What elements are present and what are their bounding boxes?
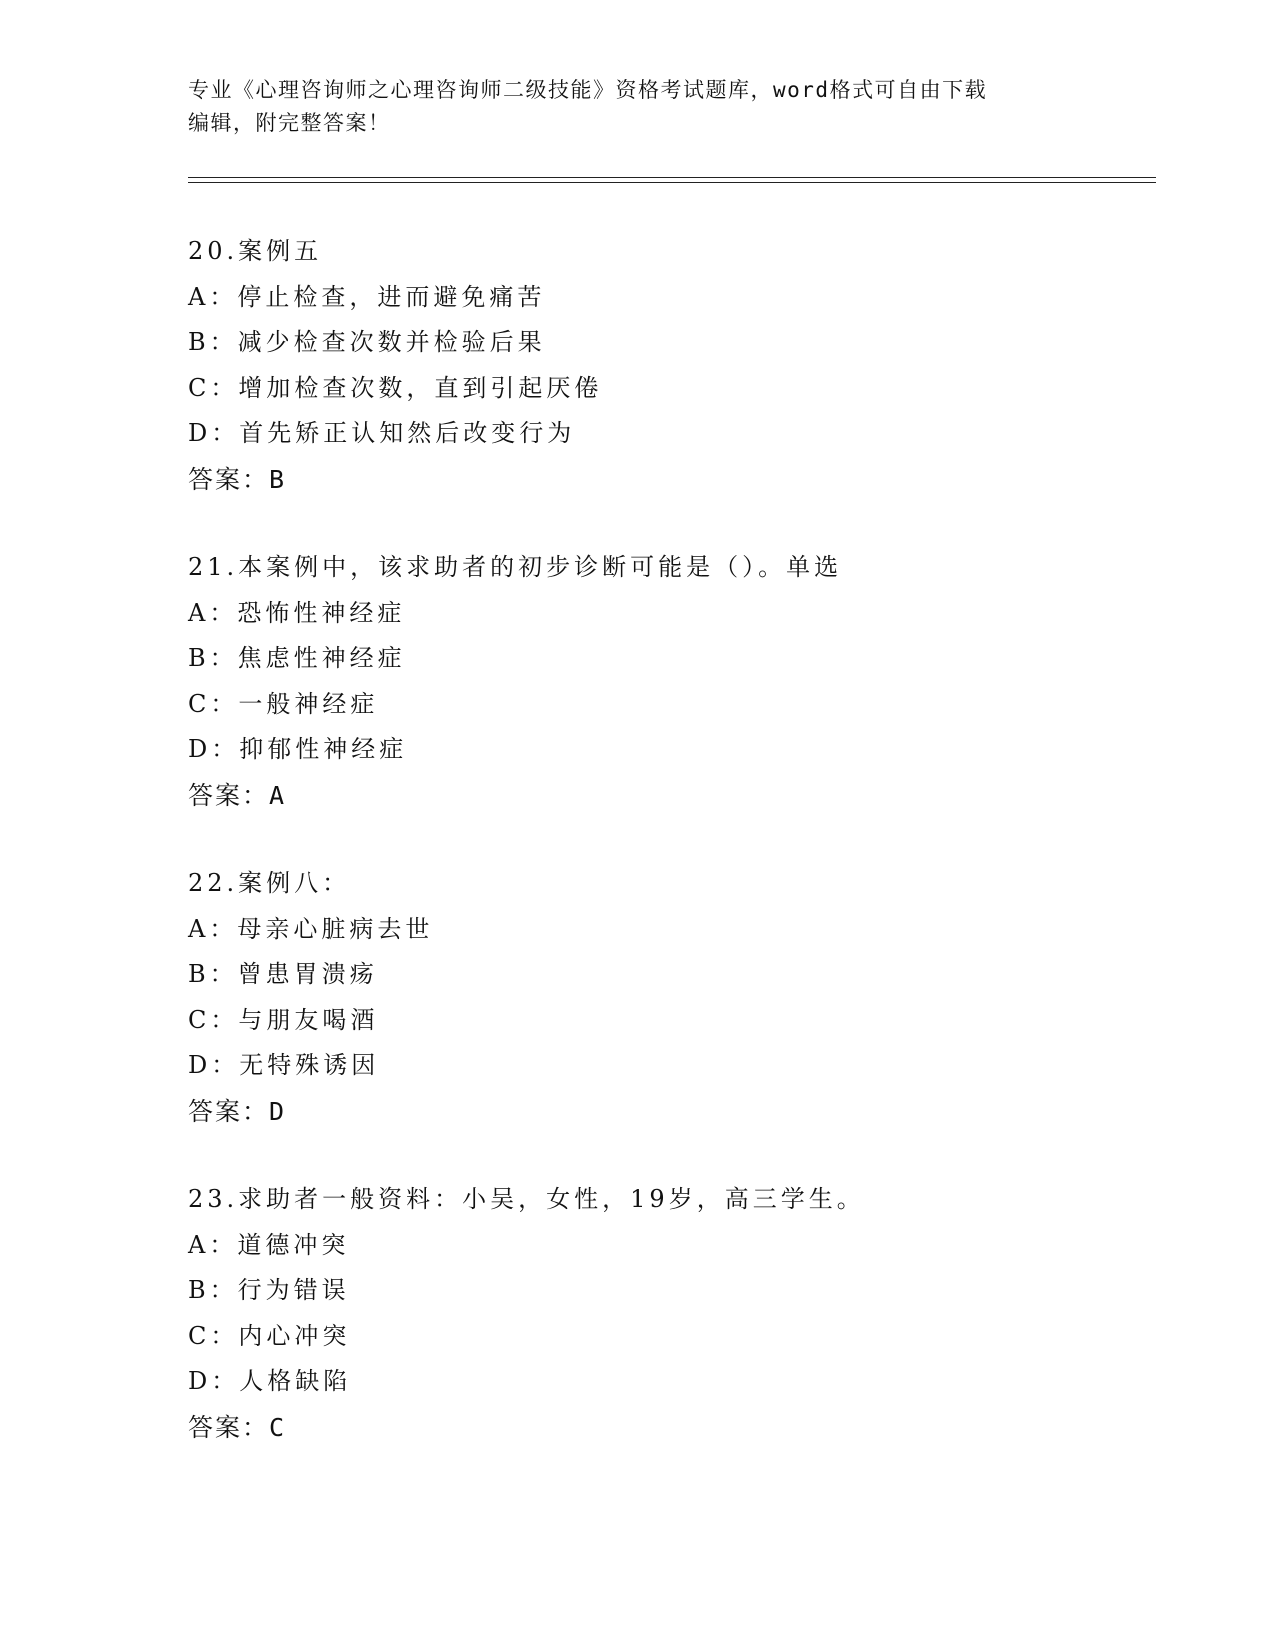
option-b: B：焦虑性神经症 [188,644,406,672]
answer-line [188,773,842,819]
question-stem: 22.案例八： [188,869,351,897]
answer-line [188,1089,433,1135]
question-stem: 23.求助者一般资料：小吴，女性，19岁，高三学生。 [188,1185,865,1213]
option-a: A：道德冲突 [188,1230,350,1259]
header-line-2: 编辑，附完整答案！ [188,111,391,135]
answer-value: D [269,1096,285,1126]
question-22 [188,861,433,1134]
answer-line [188,457,602,503]
answer-line [188,1405,865,1451]
answer-label: 答案： [188,464,270,494]
option-b: B：曾患胃溃疡 [188,960,378,988]
header-divider-bottom [188,182,1156,183]
answer-value: A [269,780,285,810]
option-d: D：抑郁性神经症 [188,735,408,763]
option-d: D：无特殊诱因 [188,1051,380,1079]
answer-label: 答案： [188,780,270,810]
answer-label: 答案： [188,1412,270,1442]
document-header [188,74,1088,140]
option-c: C：增加检查次数，直到引起厌倦 [188,373,603,402]
option-c: C：与朋友喝酒 [188,1005,379,1034]
option-d: D：人格缺陷 [188,1367,352,1395]
question-20 [188,229,602,502]
option-c: C：一般神经症 [188,689,379,718]
answer-value: C [269,1412,285,1442]
header-divider-top [188,177,1156,178]
option-a: A：母亲心脏病去世 [188,914,434,943]
answer-value: B [269,464,285,494]
question-stem: 20.案例五 [188,237,323,265]
option-d: D：首先矫正认知然后改变行为 [188,419,576,447]
answer-label: 答案： [188,1096,270,1126]
option-a: A：恐怖性神经症 [188,598,406,627]
question-21 [188,545,842,818]
option-a: A：停止检查，进而避免痛苦 [188,282,546,311]
option-b: B：行为错误 [188,1276,350,1304]
question-stem: 21.本案例中，该求助者的初步诊断可能是（）。单选 [188,553,843,581]
header-line-1: 专业《心理咨询师之心理咨询师二级技能》资格考试题库，word格式可自由下载 [188,78,988,102]
question-23 [188,1177,865,1450]
option-b: B：减少检查次数并检验后果 [188,328,546,356]
option-c: C：内心冲突 [188,1321,351,1350]
